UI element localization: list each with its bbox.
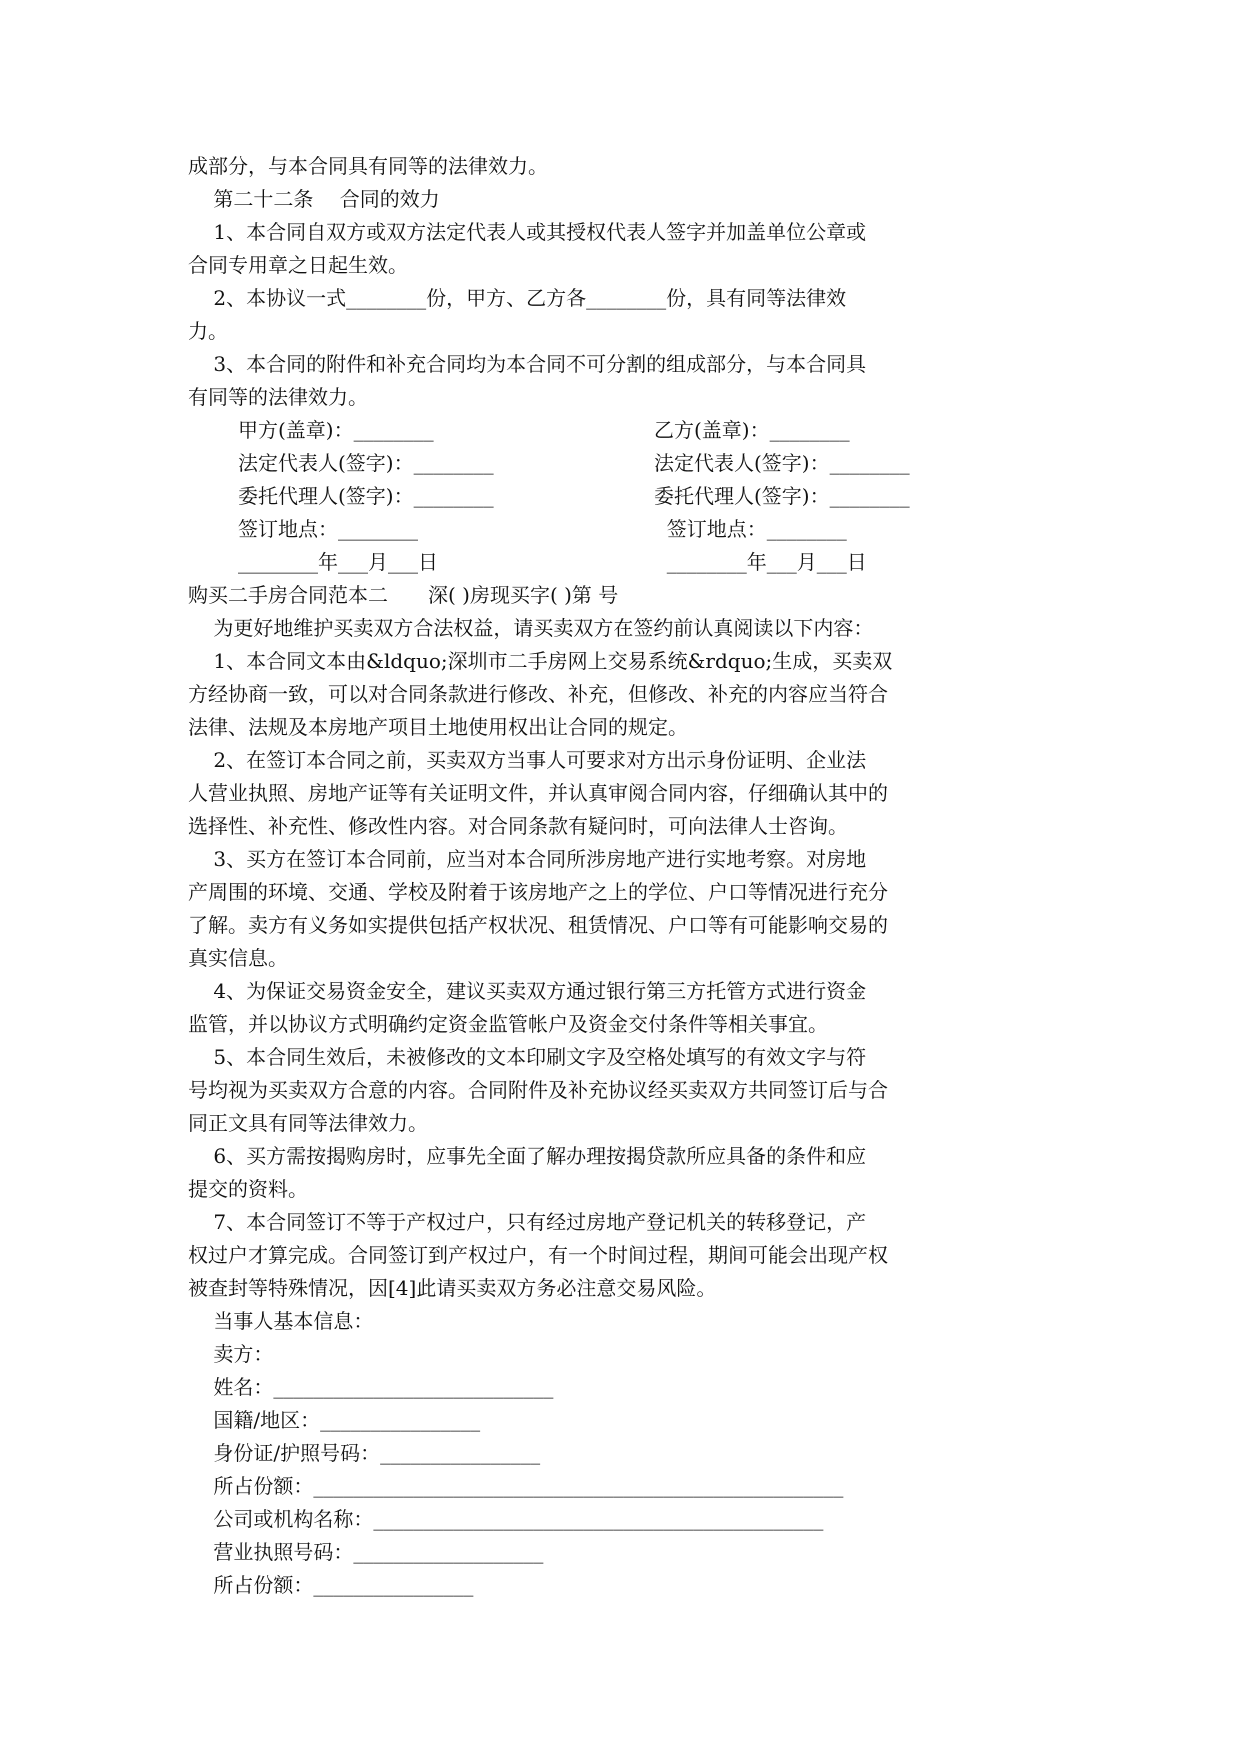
party-b-date: ________年___月___日 bbox=[654, 550, 867, 574]
signature-row bbox=[188, 546, 1058, 579]
text-line: 提交的资料。 bbox=[188, 1177, 308, 1201]
party-a-date: ________年___月___日 bbox=[238, 550, 438, 574]
text-line: 监管，并以协议方式明确约定资金监管帐户及资金交付条件等相关事宜。 bbox=[188, 1012, 828, 1036]
share-field: 所占份额：_____________________________________________________ bbox=[188, 1474, 844, 1498]
text-line: 3、买方在签订本合同前，应当对本合同所涉房地产进行实地考察。对房地 bbox=[188, 847, 867, 871]
text-line: 5、本合同生效后，未被修改的文本印刷文字及空格处填写的有效文字与符 bbox=[188, 1045, 867, 1069]
text-line: 2、本协议一式________份，甲方、乙方各________份，具有同等法律效 bbox=[188, 286, 847, 310]
party-a-seal: 甲方(盖章)：________ bbox=[238, 418, 434, 442]
text-line: 1、本合同自双方或双方法定代表人或其授权代表人签字并加盖单位公章或 bbox=[188, 220, 867, 244]
text-line: 7、本合同签订不等于产权过户，只有经过房地产登记机关的转移登记，产 bbox=[188, 1210, 867, 1234]
nationality-field: 国籍/地区：________________ bbox=[188, 1408, 481, 1432]
text-line: 选择性、补充性、修改性内容。对合同条款有疑问时，可向法律人士咨询。 bbox=[188, 814, 848, 838]
party-a-place: 签订地点：________ bbox=[238, 517, 418, 541]
company-name-field: 公司或机构名称：_____________________________________________ bbox=[188, 1507, 824, 1531]
business-license-field: 营业执照号码：___________________ bbox=[188, 1540, 544, 1564]
party-a-agent: 委托代理人(签字)：________ bbox=[238, 484, 494, 508]
party-b-seal: 乙方(盖章)：________ bbox=[654, 418, 850, 442]
document-page bbox=[188, 150, 1058, 1602]
text-line: 了解。卖方有义务如实提供包括产权状况、租赁情况、户口等有可能影响交易的 bbox=[188, 913, 888, 937]
text-line: 当事人基本信息： bbox=[188, 1309, 374, 1333]
text-line: 3、本合同的附件和补充合同均为本合同不可分割的组成部分，与本合同具 bbox=[188, 352, 867, 376]
contract-title: 购买二手房合同范本二 深( )房现买字( )第 号 bbox=[188, 583, 619, 607]
text-line: 卖方： bbox=[188, 1342, 274, 1366]
party-a-legal-rep: 法定代表人(签字)：________ bbox=[238, 451, 494, 475]
text-line: 6、买方需按揭购房时，应事先全面了解办理按揭贷款所应具备的条件和应 bbox=[188, 1144, 867, 1168]
signature-row bbox=[188, 414, 1058, 447]
signature-row bbox=[188, 513, 1058, 546]
share-field: 所占份额：________________ bbox=[188, 1573, 474, 1597]
text-line: 1、本合同文本由&ldquo;深圳市二手房网上交易系统&rdquo;生成，买卖双 bbox=[188, 649, 893, 673]
text-line: 产周围的环境、交通、学校及附着于该房地产之上的学位、户口等情况进行充分 bbox=[188, 880, 888, 904]
party-b-agent: 委托代理人(签字)：________ bbox=[654, 484, 910, 508]
party-b-legal-rep: 法定代表人(签字)：________ bbox=[654, 451, 910, 475]
text-line: 4、为保证交易资金安全，建议买卖双方通过银行第三方托管方式进行资金 bbox=[188, 979, 867, 1003]
signature-row bbox=[188, 480, 1058, 513]
text-line: 力。 bbox=[188, 319, 228, 343]
text-line: 为更好地维护买卖双方合法权益，请买卖双方在签约前认真阅读以下内容： bbox=[188, 616, 874, 640]
text-line: 有同等的法律效力。 bbox=[188, 385, 368, 409]
text-line: 同正文具有同等法律效力。 bbox=[188, 1111, 428, 1135]
text-line: 合同专用章之日起生效。 bbox=[188, 253, 408, 277]
section-heading: 第二十二条 合同的效力 bbox=[188, 187, 440, 211]
text-line: 方经协商一致，可以对合同条款进行修改、补充，但修改、补充的内容应当符合 bbox=[188, 682, 888, 706]
text-line: 人营业执照、房地产证等有关证明文件，并认真审阅合同内容，仔细确认其中的 bbox=[188, 781, 888, 805]
id-number-field: 身份证/护照号码：________________ bbox=[188, 1441, 541, 1465]
party-b-place: 签订地点：________ bbox=[654, 517, 847, 541]
text-line: 真实信息。 bbox=[188, 946, 288, 970]
signature-row bbox=[188, 447, 1058, 480]
name-field: 姓名：____________________________ bbox=[188, 1375, 554, 1399]
text-line: 被查封等特殊情况，因[4]此请买卖双方务必注意交易风险。 bbox=[188, 1276, 717, 1300]
text-line: 成部分，与本合同具有同等的法律效力。 bbox=[188, 154, 548, 178]
text-line: 权过户才算完成。合同签订到产权过户，有一个时间过程，期间可能会出现产权 bbox=[188, 1243, 888, 1267]
text-line: 法律、法规及本房地产项目土地使用权出让合同的规定。 bbox=[188, 715, 688, 739]
text-line: 号均视为买卖双方合意的内容。合同附件及补充协议经买卖双方共同签订后与合 bbox=[188, 1078, 888, 1102]
text-line: 2、在签订本合同之前，买卖双方当事人可要求对方出示身份证明、企业法 bbox=[188, 748, 867, 772]
